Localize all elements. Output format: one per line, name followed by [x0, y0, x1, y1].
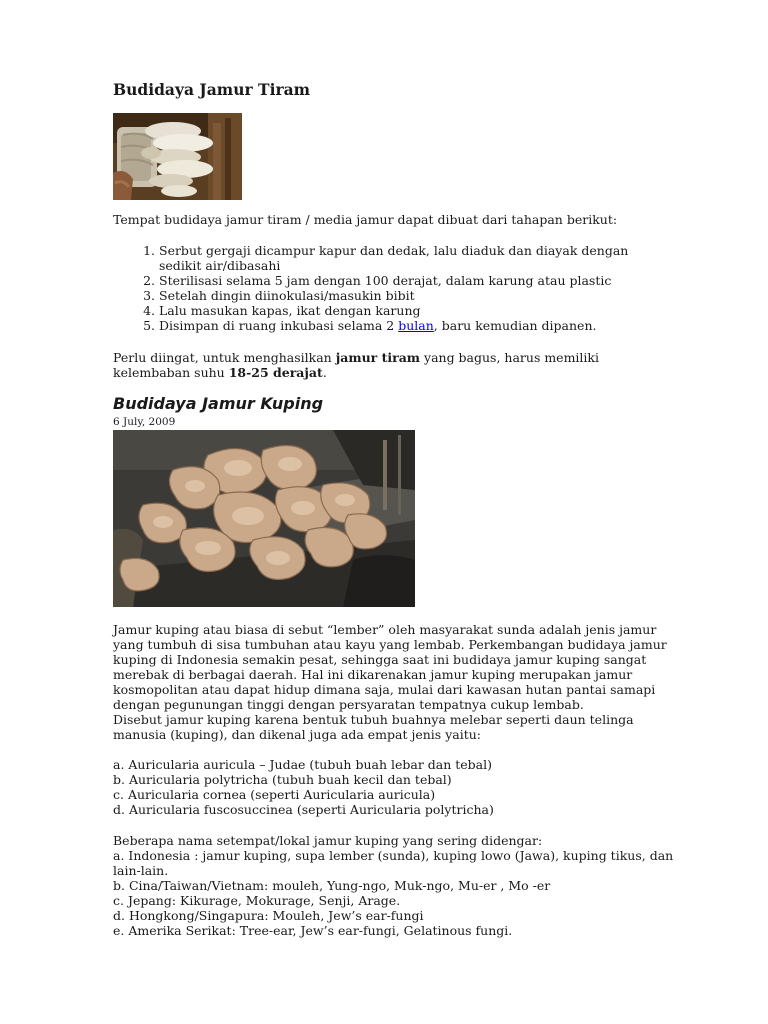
list-item: d. Hongkong/Singapura: Mouleh, Jew’s ear-fungi: [113, 908, 424, 923]
intro-paragraph: Tempat budidaya jamur tiram / media jamur dapat dibuat dari tahapan berikut:: [113, 212, 618, 227]
kuping-types-list: [113, 757, 658, 817]
local-names-list: [113, 833, 674, 938]
section-title-jamur-tiram: Budidaya Jamur Tiram: [113, 80, 311, 99]
list-item: b. Cina/Taiwan/Vietnam: mouleh, Yung-ngo, Muk-ngo, Mu-er , Mo -er: [113, 878, 551, 893]
bulan-link[interactable]: bulan: [398, 318, 434, 333]
step5-text: Disimpan di ruang inkubasi selama 2: [159, 318, 399, 333]
note-text: Perlu diingat, untuk menghasilkan: [113, 350, 336, 365]
list-item: c. Jepang: Kikurage, Mokurage, Senji, Arage.: [113, 893, 401, 908]
list-item: lain-lain.: [113, 863, 169, 878]
post-date: 6 July, 2009: [113, 416, 176, 428]
wood-ear-mushroom-photo: [113, 430, 415, 607]
list-item: [159, 318, 659, 333]
paragraph-line: kosmopolitan atau dapat hidup dimana saja, mulai dari kawasan hutan pantai samapi: [113, 682, 656, 697]
paragraph-line: manusia (kuping), dan dikenal juga ada empat jenis yaitu:: [113, 727, 481, 742]
oyster-mushroom-photo: [113, 113, 242, 200]
paragraph-line: Disebut jamur kuping karena bentuk tubuh buahnya melebar seperti daun telinga: [113, 712, 634, 727]
note-paragraph: [113, 350, 643, 380]
list-item: a. Indonesia : jamur kuping, supa lember (sunda), kuping lowo (Jawa), kuping tikus, dan: [113, 848, 674, 863]
paragraph-line: dengan pegunungan tinggi dengan persyaratan tempatnya cukup lembab.: [113, 697, 584, 712]
note-bold-jamur-tiram: jamur tiram: [335, 350, 421, 365]
list-item: d. Auricularia fuscosuccinea (seperti Auricularia polytricha): [113, 802, 494, 817]
paragraph-line: Jamur kuping atau biasa di sebut “lember” oleh masyarakat sunda adalah jenis jamur: [113, 622, 657, 637]
list-item: b. Auricularia polytricha (tubuh buah kecil dan tebal): [113, 772, 452, 787]
note-text: yang bagus, harus memiliki kelembaban suhu: [113, 350, 599, 380]
note-text: .: [322, 365, 327, 380]
paragraph-line: yang tumbuh di sisa tumbuhan atau kayu yang lembab. Perkembangan budidaya jamur: [113, 637, 667, 652]
list-item: a. Auricularia auricula – Judae (tubuh buah lebar dan tebal): [113, 757, 492, 772]
paragraph-line: merebak di berbagai daerah. Hal ini dikarenakan jamur kuping merupakan jamur: [113, 667, 633, 682]
list-item: 4. Lalu masukan kapas, ikat dengan karung: [159, 303, 659, 318]
list-item: c. Auricularia cornea (seperti Auricularia auricula): [113, 787, 436, 802]
section-title-jamur-kuping: Budidaya Jamur Kuping: [113, 394, 324, 413]
names-intro: Beberapa nama setempat/lokal jamur kuping yang sering didengar:: [113, 833, 543, 848]
list-item: 1. Serbut gergaji dicampur kapur dan dedak, lalu diaduk dan diayak dengan sedikit air/dibasahi: [159, 243, 659, 273]
list-item: 2. Sterilisasi selama 5 jam dengan 100 derajat, dalam karung atau plastic: [159, 273, 659, 288]
paragraph-line: kuping di Indonesia semakin pesat, sehingga saat ini budidaya jamur kuping sangat: [113, 652, 647, 667]
steps-list: [113, 243, 659, 333]
list-item: 3. Setelah dingin diinokulasi/masukin bibit: [159, 288, 659, 303]
note-bold-temperature: 18-25 derajat: [228, 365, 323, 380]
list-item: e. Amerika Serikat: Tree-ear, Jew’s ear-fungi, Gelatinous fungi.: [113, 923, 513, 938]
kuping-description: [113, 622, 667, 742]
step5-text-after: , baru kemudian dipanen.: [433, 318, 597, 333]
